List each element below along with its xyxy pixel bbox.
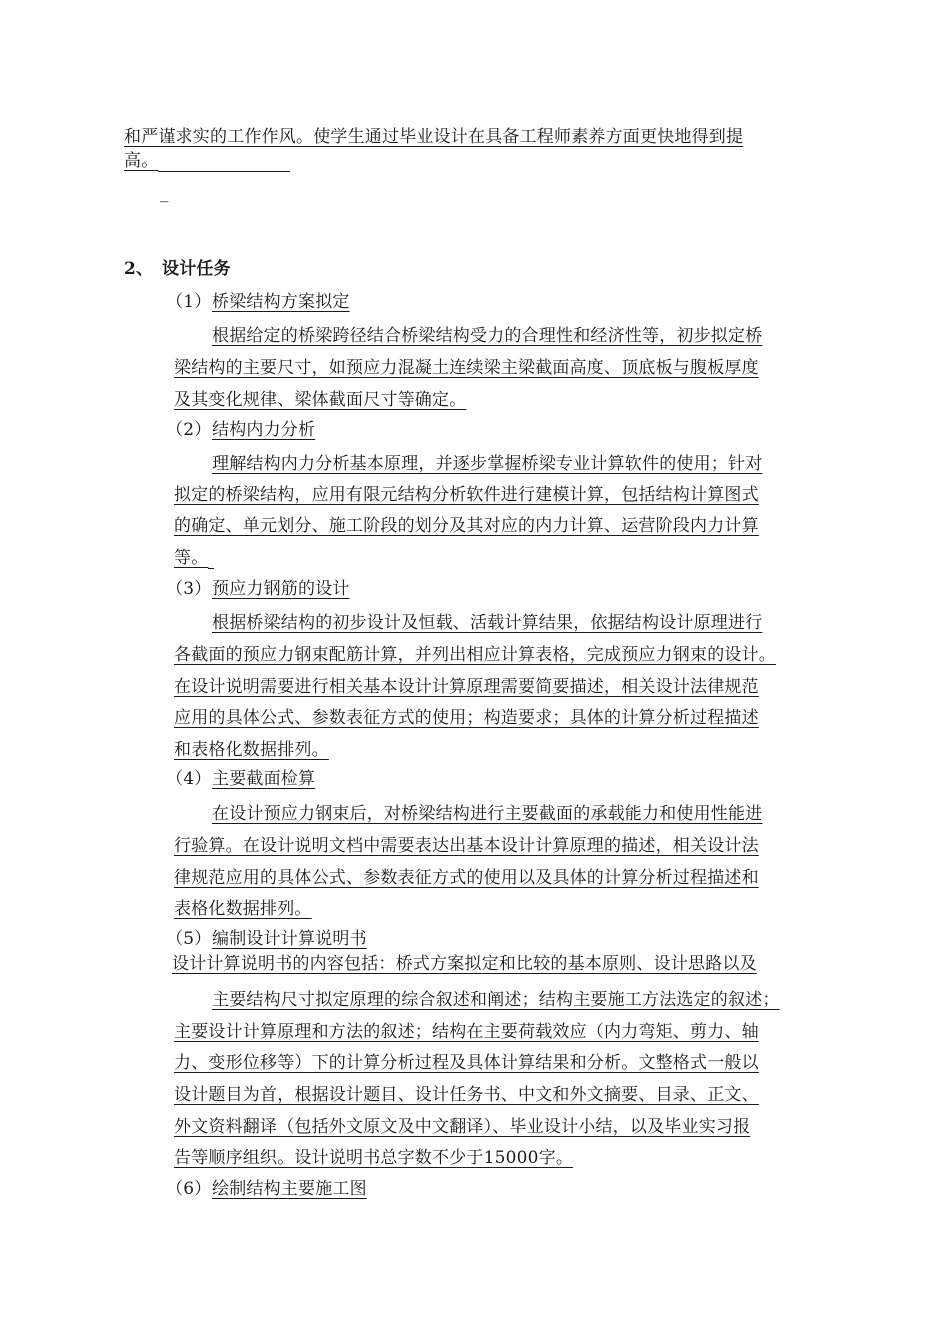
item-3-line-4: 应用的具体公式、参数表征方式的使用；构造要求；具体的计算分析过程描述 [174,708,759,728]
item-6-title: 绘制结构主要施工图 [212,1179,367,1199]
intro-line-2-wrap [124,150,290,172]
item-3-title: 预应力钢筋的设计 [212,579,350,599]
item-3-line-3: 在设计说明需要进行相关基本设计计算原理需要简要描述，相关设计法律规范 [174,677,759,697]
item-3-line-5: 和表格化数据排列。 [174,740,329,760]
item-5-line-6: 告等顺序组织。设计说明书总字数不少于15000字。 [174,1148,574,1168]
item-2-underline-filler [208,548,214,569]
item-4-line-1: 在设计预应力钢束后，对桥梁结构进行主要截面的承载能力和使用性能进 [212,804,763,824]
item-1-line-3: 及其变化规律、梁体截面尺寸等确定。 [174,390,467,410]
item-2-label: （2） [166,420,212,440]
item-3-line-2: 各截面的预应力钢束配筋计算，并列出相应计算表格，完成预应力钢束的设计。 [174,645,776,665]
item-1-line-2: 梁结构的主要尺寸，如预应力混凝土连续梁主梁截面高度、顶底板与腹板厚度 [174,358,759,378]
item-2-line-4-wrap [174,547,214,569]
intro-line-1: 和严谨求实的工作作风。使学生通过毕业设计在具备工程师素养方面更快地得到提 [124,127,744,147]
intro-underline-filler [158,151,290,172]
item-3-label: （3） [166,579,212,599]
item-2-line-1: 理解结构内力分析基本原理，并逐步掌握桥梁专业计算软件的使用；针对 [212,454,763,474]
item-4-line-3: 律规范应用的具体公式、参数表征方式的使用以及具体的计算分析过程描述和 [174,868,759,888]
item-2-line-4: 等。 [174,548,209,568]
intro-dash: _ [160,183,169,203]
item-2-title: 结构内力分析 [212,420,316,440]
item-1-line-1: 根据给定的桥梁跨径结合桥梁结构受力的合理性和经济性等，初步拟定桥 [212,326,763,346]
item-5-title: 编制设计计算说明书 [212,929,367,949]
item-6-label: （6） [166,1179,212,1199]
item-5-line-4: 设计题目为首，根据设计题目、设计任务书、中文和外文摘要、目录、正文、 [174,1085,759,1105]
item-3-line-1: 根据桥梁结构的初步设计及恒载、活载计算结果，依据结构设计原理进行 [212,613,763,633]
item-4-label: （4） [166,769,212,789]
item-5-lead: 设计计算说明书的内容包括：桥式方案拟定和比较的基本原则、设计思路以及 [172,954,757,974]
section-title: 设计任务 [162,259,231,279]
section-number: 2、 [124,259,154,279]
item-4-title: 主要截面检算 [212,769,316,789]
item-5-label: （5） [166,929,212,949]
item-5-line-1: 主要结构尺寸拟定原理的综合叙述和阐述；结构主要施工方法选定的叙述； [212,990,780,1010]
item-5-line-3: 力、变形位移等）下的计算分析过程及具体计算结果和分析。文整格式一般以 [174,1053,759,1073]
item-5-line-2: 主要设计计算原理和方法的叙述；结构在主要荷载效应（内力弯矩、剪力、轴 [174,1022,759,1042]
item-2-line-3: 的确定、单元划分、施工阶段的划分及其对应的内力计算、运营阶段内力计算 [174,516,759,536]
item-4-line-4: 表格化数据排列。 [174,899,312,919]
item-2-line-2: 拟定的桥梁结构，应用有限元结构分析软件进行建模计算，包括结构计算图式 [174,485,759,505]
item-1-label: （1） [166,292,212,312]
intro-line-2: 高。 [124,151,159,171]
item-5-line-5: 外文资料翻译（包括外文原文及中文翻译）、毕业设计小结，以及毕业实习报 [174,1117,751,1137]
item-4-line-2: 行验算。在设计说明文档中需要表达出基本设计计算原理的描述，相关设计法 [174,836,759,856]
item-1-title: 桥梁结构方案拟定 [212,292,350,312]
